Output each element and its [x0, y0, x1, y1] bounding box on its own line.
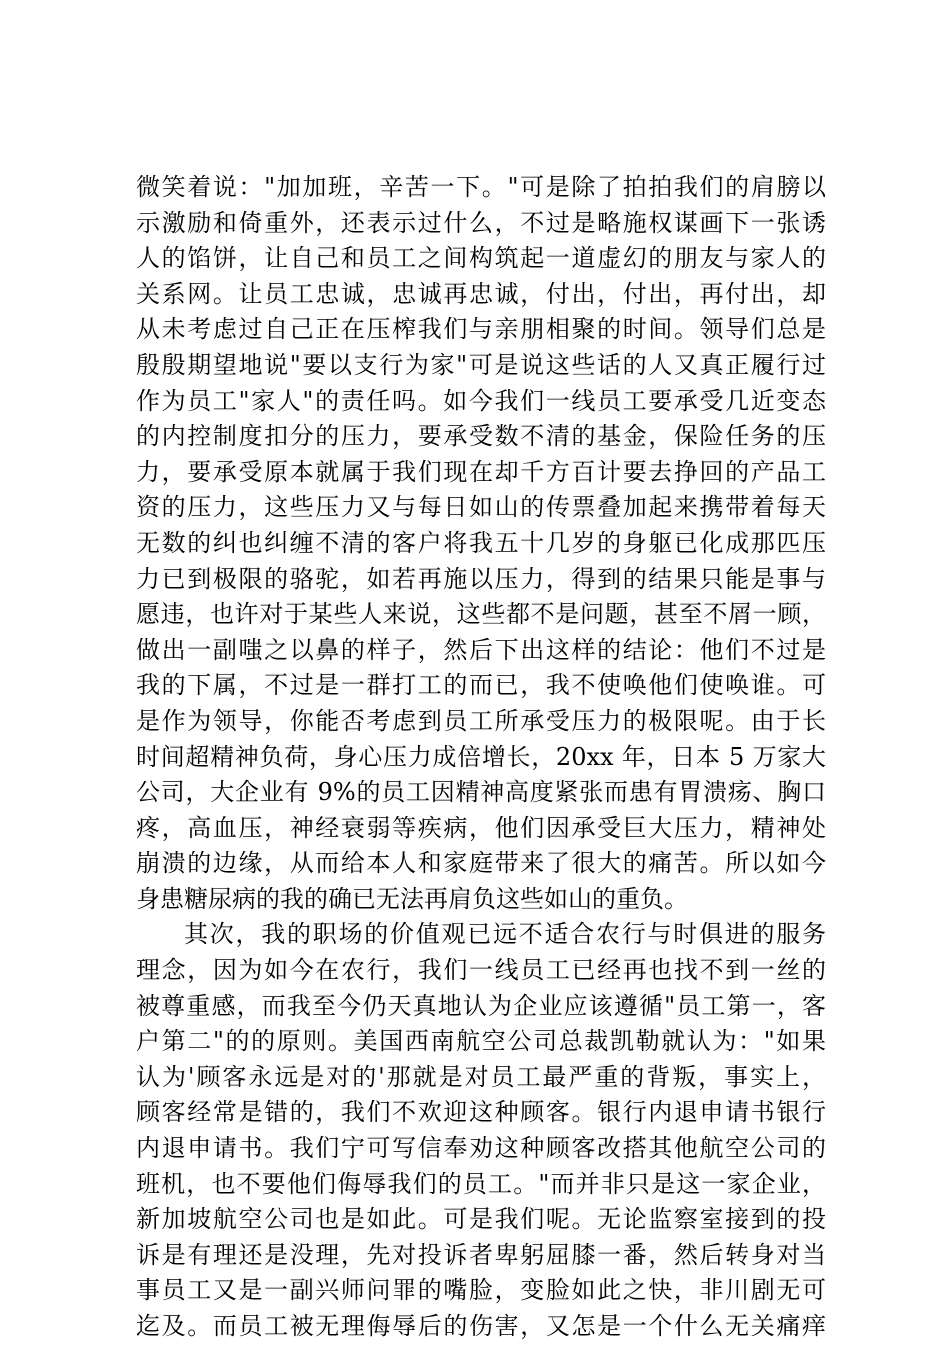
text-line: 力，要承受原本就属于我们现在却千方百计要去挣回的产品工 — [136, 457, 826, 486]
text-line: 认为'顾客永远是对的'那就是对员工最严重的背叛，事实上， — [136, 1062, 826, 1091]
body-text — [136, 170, 826, 1345]
text-line: 力已到极限的骆驼，如若再施以压力，得到的结果只能是事与 — [136, 564, 826, 593]
text-line: 诉是有理还是没理，先对投诉者卑躬屈膝一番，然后转身对当 — [136, 1240, 826, 1269]
text-line: 户第二"的的原则。美国西南航空公司总裁凯勒就认为："如果 — [136, 1027, 826, 1056]
text-line: 是作为领导，你能否考虑到员工所承受压力的极限呢。由于长 — [136, 706, 826, 735]
text-line: 顾客经常是错的，我们不欢迎这种顾客。银行内退申请书银行 — [136, 1098, 826, 1127]
text-line: 新加坡航空公司也是如此。可是我们呢。无论监察室接到的投 — [136, 1205, 826, 1234]
text-line: 微笑着说："加加班，辛苦一下。"可是除了拍拍我们的肩膀以 — [136, 173, 826, 201]
text-line: 作为员工"家人"的责任吗。如今我们一线员工要承受几近变态 — [136, 386, 826, 415]
text-line: 内退申请书。我们宁可写信奉劝这种顾客改搭其他航空公司的 — [136, 1134, 826, 1163]
text-line: 愿违，也许对于某些人来说，这些都不是问题，甚至不屑一顾， — [136, 600, 826, 629]
text-line: 人的馅饼，让自己和员工之间构筑起一道虚幻的朋友与家人的 — [136, 244, 826, 273]
text-line: 班机，也不要他们侮辱我们的员工。"而并非只是这一家企业， — [136, 1169, 826, 1198]
text-line: 公司，大企业有 9%的员工因精神高度紧张而患有胃溃疡、胸口 — [136, 778, 826, 807]
text-line: 的内控制度扣分的压力，要承受数不清的基金，保险任务的压 — [136, 422, 826, 451]
text-line: 时间超精神负荷，身心压力成倍增长，20xx 年，日本 5 万家大 — [136, 742, 826, 771]
text-line: 资的压力，这些压力又与每日如山的传票叠加起来携带着每天 — [136, 493, 826, 522]
paragraph-start-line: 其次，我的职场的价值观已远不适合农行与时俱进的服务 — [184, 920, 826, 949]
text-line: 从未考虑过自己正在压榨我们与亲朋相聚的时间。领导们总是 — [136, 315, 826, 344]
text-line: 我的下属，不过是一群打工的而已，我不使唤他们使唤谁。可 — [136, 671, 826, 700]
text-line: 事员工又是一副兴师问罪的嘴脸，变脸如此之快，非川剧无可 — [136, 1276, 826, 1305]
text-line: 被尊重感，而我至今仍天真地认为企业应该遵循"员工第一，客 — [136, 991, 826, 1020]
text-line: 殷殷期望地说"要以支行为家"可是说这些话的人又真正履行过 — [136, 350, 826, 379]
text-line: 无数的纠也纠缠不清的客户将我五十几岁的身躯已化成那匹压 — [136, 528, 826, 557]
text-line: 疼，高血压，神经衰弱等疾病，他们因承受巨大压力，精神处 — [136, 813, 826, 842]
text-line: 关系网。让员工忠诚，忠诚再忠诚，付出，付出，再付出，却 — [136, 279, 826, 308]
text-line: 示激励和倚重外，还表示过什么，不过是略施权谋画下一张诱 — [136, 208, 826, 237]
text-line: 做出一副嗤之以鼻的样子，然后下出这样的结论：他们不过是 — [136, 635, 826, 664]
text-line: 迄及。而员工被无理侮辱后的伤害，又怎是一个什么无关痛痒 — [136, 1312, 826, 1340]
text-line: 理念，因为如今在农行，我们一线员工已经再也找不到一丝的 — [136, 956, 826, 985]
text-line: 崩溃的边缘，从而给本人和家庭带来了很大的痛苦。所以如今 — [136, 849, 826, 878]
paragraph-end-line: 身患糖尿病的我的确已无法再肩负这些如山的重负。 — [136, 884, 688, 913]
